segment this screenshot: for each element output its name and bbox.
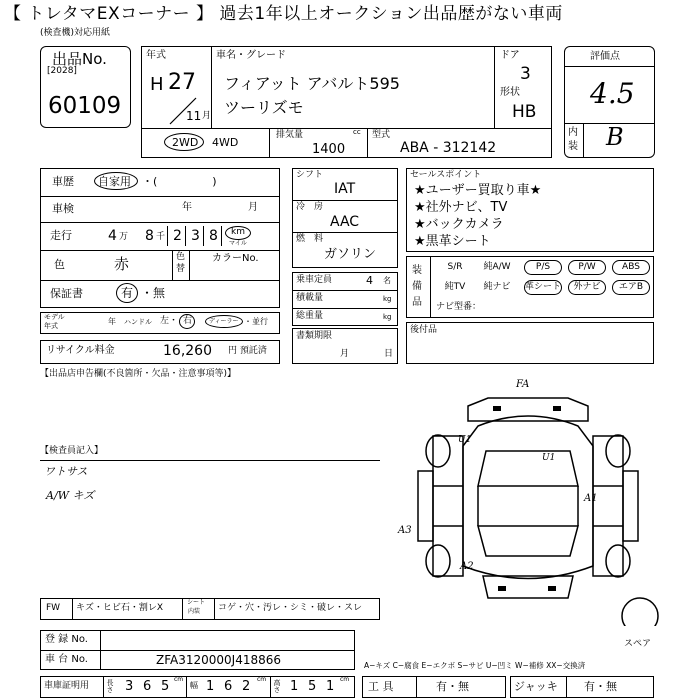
shift-value: IAT bbox=[334, 181, 356, 197]
recycle-unit: 円 預託済 bbox=[228, 346, 267, 356]
subheader: (検査機)対応用紙 bbox=[40, 28, 111, 38]
warranty-yes: 有 bbox=[121, 286, 134, 300]
chassis-value: ZFA3120000J418866 bbox=[156, 653, 282, 667]
recycle-label: リサイクル料金 bbox=[46, 345, 115, 356]
dims-length-1: 3 bbox=[125, 679, 134, 694]
equipment-label-3: 品 bbox=[412, 297, 422, 308]
fuel-value: ガソリン bbox=[324, 247, 377, 262]
score-label: 評価点 bbox=[590, 51, 620, 62]
model-label: 車名・グレード bbox=[216, 50, 286, 61]
type-label: 型式 bbox=[372, 130, 391, 140]
equip-ext-navi: 外ナビ bbox=[568, 280, 606, 295]
history-private: 自家用 bbox=[98, 175, 131, 188]
displacement-value: 1400 bbox=[312, 142, 346, 157]
diagram-u1-top: U1 bbox=[458, 435, 472, 445]
equipment-label-2: 備 bbox=[412, 281, 422, 292]
dealer-circle bbox=[205, 315, 243, 328]
year-month-unit: 月 bbox=[202, 111, 212, 121]
damage-legend: A−キズ C−腐食 E−エクボ S−サビ U−凹ミ W−補修 XX−交換済 bbox=[364, 661, 586, 670]
dims-height-2: 5 bbox=[308, 679, 317, 694]
mileage-v1: 4 bbox=[108, 228, 117, 244]
diagram-fa: FA bbox=[516, 379, 530, 390]
type-value: ABA - 312142 bbox=[400, 140, 497, 156]
year-era: H bbox=[150, 74, 164, 95]
doc-deadline-day: 日 bbox=[384, 349, 394, 359]
dims-width-2: 6 bbox=[224, 679, 233, 694]
sales-point-4: ★黒革シート bbox=[414, 234, 491, 249]
drive-2wd: 2WD bbox=[172, 136, 199, 149]
model-year-label-2: 年式 bbox=[44, 322, 58, 330]
model-grade: ツーリズモ bbox=[224, 98, 304, 117]
sales-point-1: ★ユーザー買取り車★ bbox=[414, 183, 542, 198]
mileage-v3: 2 bbox=[173, 228, 182, 244]
lot-stamp: [2028] bbox=[47, 66, 77, 76]
dims-width-unit: cm bbox=[257, 676, 267, 683]
doc-deadline-label: 書類期限 bbox=[296, 331, 333, 341]
aftermarket-box bbox=[406, 322, 654, 364]
equip-pw: P/W bbox=[568, 260, 606, 275]
color-number-label: カラーNo. bbox=[212, 253, 259, 264]
shape-label: 形状 bbox=[500, 87, 520, 98]
equip-leather: 革シート bbox=[524, 280, 562, 295]
aftermarket-label: 後付品 bbox=[410, 325, 438, 335]
load-label: 積載量 bbox=[296, 293, 324, 303]
diagram-a2: A2 bbox=[460, 561, 474, 572]
inspector-note-1: ワトサス bbox=[44, 465, 88, 478]
inspector-note-2: A/W キズ bbox=[46, 489, 95, 502]
equipment-label-1: 装 bbox=[412, 265, 422, 276]
score-value: 4.5 bbox=[590, 77, 635, 110]
year-label: 年式 bbox=[146, 50, 166, 61]
color-label: 色 bbox=[54, 258, 65, 271]
equip-airbag: エアB bbox=[612, 280, 650, 295]
interior-label-1: 内 bbox=[568, 127, 578, 138]
model-year-label-1: モデル bbox=[44, 313, 65, 321]
interior-value: B bbox=[606, 123, 624, 151]
jack-label: ジャッキ bbox=[514, 680, 558, 693]
floor-label: FW bbox=[46, 603, 61, 613]
dims-height-1: 1 bbox=[290, 679, 299, 694]
dims-height-3: 1 bbox=[326, 679, 335, 694]
dims-label: 車庫証明用 bbox=[44, 681, 90, 691]
doors-value: 3 bbox=[520, 64, 531, 84]
dims-length-3: 5 bbox=[161, 679, 170, 694]
mileage-mile: マイル bbox=[229, 240, 247, 247]
model-year-unit: 年 bbox=[108, 317, 116, 326]
dims-length-label: 長さ bbox=[106, 679, 114, 693]
drive-2wd-circle bbox=[164, 133, 204, 151]
doors-label: ドア bbox=[500, 50, 520, 61]
car-damage-diagram bbox=[398, 376, 668, 626]
equip-sr: S/R bbox=[447, 262, 463, 272]
history-rest: ・( ) bbox=[142, 175, 217, 188]
registration-label: 登 録 No. bbox=[45, 634, 88, 645]
navi-model-label: ナビ型番： bbox=[436, 302, 482, 312]
load-unit: kg bbox=[383, 295, 392, 303]
gross-label: 総重量 bbox=[296, 311, 324, 321]
handle-right: 右 bbox=[183, 316, 193, 326]
shift-label: シフト bbox=[296, 170, 324, 180]
color-repaint-2: 替 bbox=[176, 264, 186, 274]
diagram-a3: A3 bbox=[398, 525, 412, 536]
mileage-v2: 8 bbox=[145, 228, 154, 244]
year-slash bbox=[160, 96, 200, 126]
doc-deadline-month: 月 bbox=[340, 349, 350, 359]
aircon-value: AAC bbox=[330, 214, 360, 230]
parallel-label: ・並行 bbox=[244, 317, 268, 326]
banner: 【 トレタマEXコーナー 】 過去1年以上オークション出品歴がない車両 bbox=[4, 4, 563, 24]
lot-number: 60109 bbox=[48, 93, 122, 119]
inspector-label: 【検査員記入】 bbox=[40, 446, 104, 456]
dims-height-label: 高さ bbox=[273, 679, 281, 693]
color-repaint-1: 色 bbox=[176, 252, 186, 262]
dims-width-1: 1 bbox=[206, 679, 215, 694]
displacement-label: 排気量 bbox=[276, 130, 304, 140]
inspection-year: 年 bbox=[182, 202, 192, 213]
inspection-label: 車検 bbox=[52, 202, 74, 215]
history-label: 車歴 bbox=[52, 175, 74, 188]
dims-length-2: 6 bbox=[143, 679, 152, 694]
lot-label: 出品No. bbox=[52, 50, 107, 68]
diagram-spare: スペア bbox=[624, 639, 652, 649]
fuel-label: 燃 料 bbox=[296, 234, 324, 244]
sales-point-2: ★社外ナビ、TV bbox=[414, 200, 508, 215]
drive-4wd: 4WD bbox=[212, 136, 239, 149]
sales-points-label: セールスポイント bbox=[410, 170, 482, 180]
capacity-value: 4 bbox=[366, 274, 373, 287]
chassis-label: 車 台 No. bbox=[45, 654, 88, 665]
seat-items: コゲ・穴・汚レ・シミ・破レ・スレ bbox=[218, 603, 363, 613]
warranty-no: ・無 bbox=[141, 286, 166, 300]
floor-items: キズ・ヒビ石・割レX bbox=[76, 603, 163, 613]
dims-height-unit: cm bbox=[340, 676, 350, 683]
mileage-u1: 万 bbox=[119, 232, 129, 242]
diagram-a1: A1 bbox=[584, 493, 598, 504]
handle-right-circle bbox=[179, 314, 195, 329]
seat-label-1: シート bbox=[187, 599, 206, 606]
equip-navi: 純ナビ bbox=[483, 282, 511, 292]
mileage-v4: 3 bbox=[191, 228, 200, 244]
diagram-u1-bottom: U1 bbox=[542, 453, 556, 463]
equip-ps: P/S bbox=[524, 260, 562, 275]
tools-value: 有・無 bbox=[436, 680, 469, 693]
capacity-label: 乗車定員 bbox=[296, 275, 333, 285]
shape-value: HB bbox=[512, 102, 537, 122]
sales-point-3: ★バックカメラ bbox=[414, 217, 504, 232]
color-value: 赤 bbox=[114, 255, 130, 273]
history-private-circle bbox=[94, 172, 138, 190]
recycle-value: 16,260 bbox=[163, 343, 212, 359]
equip-tv: 純TV bbox=[444, 282, 466, 292]
mileage-v5: 8 bbox=[209, 228, 218, 244]
dims-width-3: 2 bbox=[242, 679, 251, 694]
equip-abs: ABS bbox=[612, 260, 650, 275]
notes-header: 【出品店申告欄(不良箇所・欠品・注意事項等)】 bbox=[40, 369, 237, 379]
aircon-label: 冷 房 bbox=[296, 202, 324, 212]
mileage-label: 走行 bbox=[50, 229, 72, 242]
mileage-u2: 千 bbox=[156, 232, 166, 242]
mileage-km: km bbox=[231, 227, 245, 237]
tools-label: 工 具 bbox=[368, 680, 394, 693]
interior-label-2: 装 bbox=[568, 141, 578, 152]
handle-label: ハンドル bbox=[124, 318, 152, 326]
model-name: フィアット アバルト595 bbox=[224, 74, 400, 93]
displacement-unit: cc bbox=[353, 128, 361, 136]
jack-value: 有・無 bbox=[584, 680, 617, 693]
dims-length-unit: cm bbox=[174, 676, 184, 683]
inspection-month: 月 bbox=[248, 202, 258, 213]
handle-left: 左・ bbox=[160, 316, 179, 326]
warranty-label: 保証書 bbox=[50, 287, 83, 300]
gross-unit: kg bbox=[383, 313, 392, 321]
dims-width-label: 幅 bbox=[190, 681, 198, 690]
warranty-yes-circle bbox=[116, 283, 138, 303]
year-value: 27 bbox=[168, 70, 196, 95]
equip-alloy: 純A/W bbox=[483, 262, 511, 272]
year-month: 11 bbox=[186, 109, 202, 123]
dealer-label: ディーラー bbox=[209, 318, 239, 325]
seat-label-2: 内装 bbox=[188, 608, 201, 615]
capacity-unit: 名 bbox=[383, 276, 391, 285]
